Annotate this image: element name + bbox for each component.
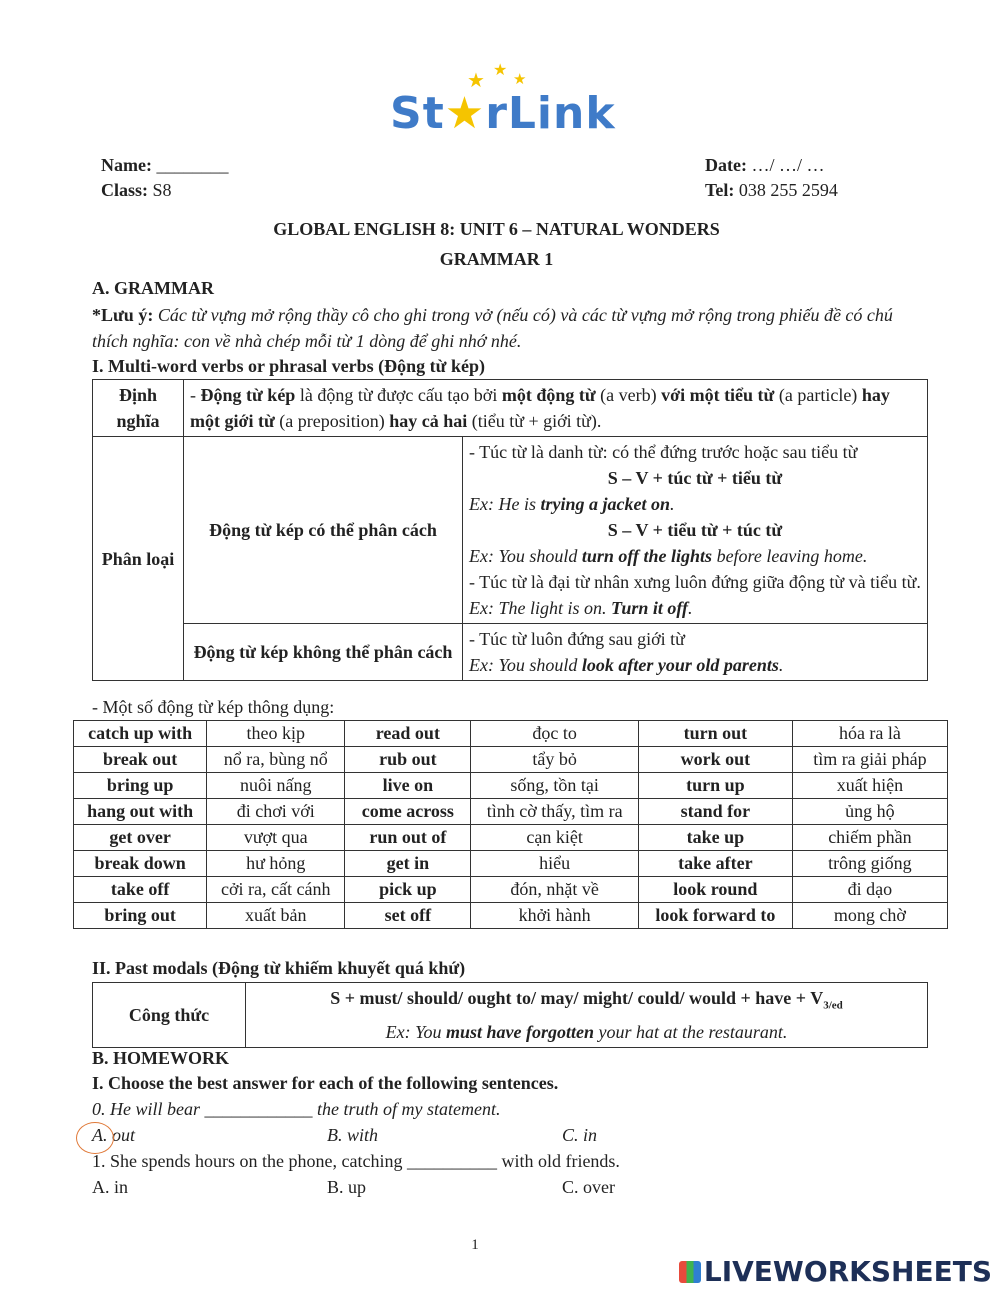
section-b-heading: B. HOMEWORK	[92, 1048, 230, 1068]
meaning-cell: nổ ra, bùng nổ	[207, 747, 345, 773]
question-1-option-c[interactable]: C. over	[562, 1177, 615, 1197]
inseparable-label: Động từ kép không thể phân cách	[184, 624, 463, 681]
meaning-cell: theo kịp	[207, 721, 345, 747]
meaning-cell: mong chờ	[792, 903, 947, 929]
phrasal-verb-cell: bring out	[74, 903, 207, 929]
inseparable-details: - Túc từ luôn đứng sau giới từ Ex: You should look after your old parents.	[463, 624, 928, 681]
phrasal-verb-cell: take off	[74, 877, 207, 903]
page-title: GLOBAL ENGLISH 8: UNIT 6 – NATURAL WONDERS	[273, 219, 720, 239]
separable-label: Động từ kép có thể phân cách	[184, 437, 463, 624]
vocab-table	[73, 720, 948, 929]
meaning-cell: đi dạo	[792, 877, 947, 903]
separable-details: - Túc từ là danh từ: có thể đứng trước hoặc sau tiểu từ S – V + túc từ + tiểu từ Ex: He is trying a jacket on. S – V + tiểu từ + túc từ Ex: You should turn off the lights before leaving home. - Túc từ là đại từ nhân xưng luôn đứng giữa động từ và tiểu từ. Ex: The light is on. Turn it off.	[463, 437, 928, 624]
def-text: - Động từ kép là động từ được cấu tạo bởi một động từ (a verb) với một tiểu từ (a particle) hay một giới từ (a preposition) hay cả hai (tiểu từ + giới từ).	[184, 380, 928, 437]
table-row	[74, 903, 948, 929]
part1-heading: I. Multi-word verbs or phrasal verbs (Động từ kép)	[92, 356, 485, 376]
homework-heading: I. Choose the best answer for each of the following sentences.	[92, 1073, 559, 1093]
star-icon: ★	[493, 62, 508, 79]
phrasal-verb-cell: get over	[74, 825, 207, 851]
meaning-cell: xuất bản	[207, 903, 345, 929]
table-row	[74, 825, 948, 851]
logo-star-icon: ★	[444, 88, 486, 139]
starlink-logo	[385, 62, 616, 146]
page-subtitle: GRAMMAR 1	[439, 249, 554, 269]
table-row	[74, 773, 948, 799]
phrasal-verb-cell: turn up	[638, 773, 792, 799]
meaning-cell: chiếm phần	[792, 825, 947, 851]
class-label: Phân loại	[93, 437, 184, 681]
question-0-option-a[interactable]: A. out	[92, 1125, 135, 1145]
meaning-cell: vượt qua	[207, 825, 345, 851]
phrasal-verb-cell: pick up	[345, 877, 471, 903]
phrasal-verb-cell: set off	[345, 903, 471, 929]
star-icon: ★	[513, 72, 527, 88]
meaning-cell: ủng hộ	[792, 799, 947, 825]
phrasal-verb-cell: look round	[638, 877, 792, 903]
phrasal-verb-cell: get in	[345, 851, 471, 877]
phrasal-verb-cell: turn out	[638, 721, 792, 747]
table-row	[74, 721, 948, 747]
common-verbs-label: - Một số động từ kép thông dụng:	[92, 697, 335, 717]
note-paragraph: *Lưu ý: Các từ vựng mở rộng thầy cô cho ghi trong vở (nếu có) và các từ vựng mở rộng trong phiếu đề có chú thích nghĩa: con về nhà chép mỗi từ 1 dòng để ghi nhớ nhé.	[92, 305, 893, 351]
meaning-cell: tẩy bỏ	[471, 747, 638, 773]
phrasal-verb-cell: break out	[74, 747, 207, 773]
phrasal-verb-cell: take up	[638, 825, 792, 851]
part2-heading: II. Past modals (Động từ khiếm khuyết quá khứ)	[92, 958, 466, 978]
meaning-cell: hư hỏng	[207, 851, 345, 877]
table-row	[74, 747, 948, 773]
meaning-cell: đón, nhặt về	[471, 877, 638, 903]
table-row	[74, 877, 948, 903]
definition-table	[92, 379, 928, 681]
phrasal-verb-cell: stand for	[638, 799, 792, 825]
answer-circle	[76, 1122, 114, 1154]
past-modals-table	[92, 982, 928, 1048]
phrasal-verb-cell: read out	[345, 721, 471, 747]
phrasal-verb-cell: live on	[345, 773, 471, 799]
table-row	[74, 799, 948, 825]
meaning-cell: trông giống	[792, 851, 947, 877]
meaning-cell: đọc to	[471, 721, 638, 747]
phrasal-verb-cell: come across	[345, 799, 471, 825]
meaning-cell: đi chơi với	[207, 799, 345, 825]
meaning-cell: nuôi nấng	[207, 773, 345, 799]
question-1-option-a[interactable]: A. in	[92, 1177, 128, 1197]
phrasal-verb-cell: take after	[638, 851, 792, 877]
liveworksheets-watermark: LIVEWORKSHEETS	[679, 1255, 992, 1288]
date-field: Date: …/ …/ …	[705, 155, 825, 175]
phrasal-verb-cell: hang out with	[74, 799, 207, 825]
def-label: Định nghĩa	[93, 380, 184, 437]
liveworksheets-icon	[679, 1261, 701, 1283]
logo-text: St★rLink	[390, 88, 616, 139]
phrasal-verb-cell: work out	[638, 747, 792, 773]
meaning-cell: tìm ra giải pháp	[792, 747, 947, 773]
meaning-cell: tình cờ thấy, tìm ra	[471, 799, 638, 825]
section-a-heading: A. GRAMMAR	[92, 278, 214, 298]
question-1-option-b[interactable]: B. up	[327, 1177, 367, 1197]
meaning-cell: khởi hành	[471, 903, 638, 929]
phrasal-verb-cell: break down	[74, 851, 207, 877]
phrasal-verb-cell: run out of	[345, 825, 471, 851]
formula-cell: S + must/ should/ ought to/ may/ might/ could/ would + have + $V_{3/ed}$ Ex: You must have forgotten your hat at the restaurant.	[246, 983, 928, 1048]
tel-field: Tel: 038 255 2594	[705, 180, 838, 200]
meaning-cell: cởi ra, cất cánh	[207, 877, 345, 903]
page-number: 1	[471, 1237, 479, 1253]
meaning-cell: hóa ra là	[792, 721, 947, 747]
question-1-text: 1. She spends hours on the phone, catching __________ with old friends.	[92, 1151, 620, 1171]
class-field: Class: S8	[101, 180, 172, 200]
question-0-text: 0. He will bear ____________ the truth of my statement.	[92, 1099, 501, 1119]
phrasal-verb-cell: look forward to	[638, 903, 792, 929]
formula-label: Công thức	[93, 983, 246, 1048]
phrasal-verb-cell: bring up	[74, 773, 207, 799]
question-0-option-b[interactable]: B. with	[327, 1125, 379, 1145]
phrasal-verb-cell: rub out	[345, 747, 471, 773]
meaning-cell: cạn kiệt	[471, 825, 638, 851]
meaning-cell: sống, tồn tại	[471, 773, 638, 799]
name-field: Name: ________	[101, 155, 229, 175]
meaning-cell: hiểu	[471, 851, 638, 877]
table-row	[74, 851, 948, 877]
question-0-option-c[interactable]: C. in	[562, 1125, 598, 1145]
star-icon: ★	[467, 70, 485, 92]
meaning-cell: xuất hiện	[792, 773, 947, 799]
phrasal-verb-cell: catch up with	[74, 721, 207, 747]
